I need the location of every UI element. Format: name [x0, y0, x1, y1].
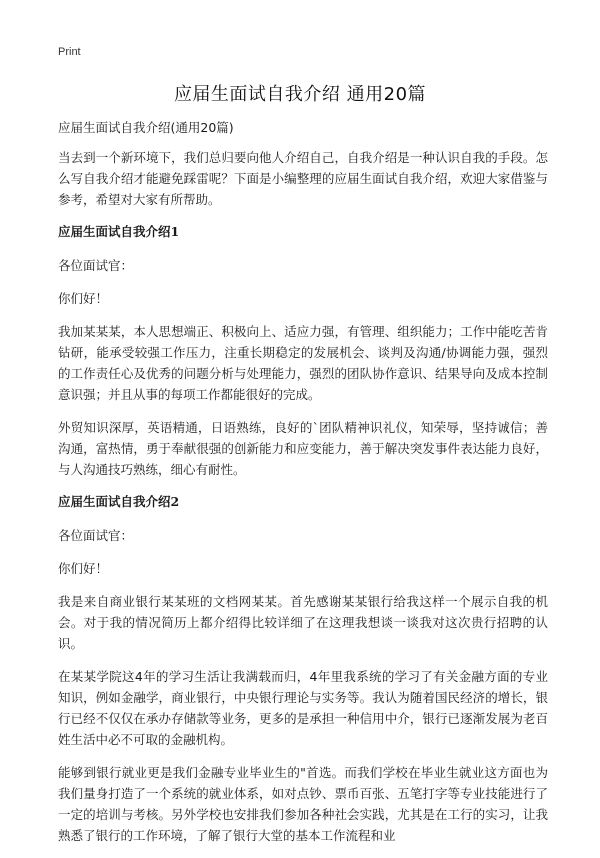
intro-paragraph: 当去到一个新环境下，我们总归要向他人介绍自己，自我介绍是一种认识自我的手段。怎么写自我介绍才能避免踩雷呢？下面是小编整理的应届生面试自我介绍，欢迎大家借鉴与参考，希望对大家有所帮助。 — [58, 150, 548, 207]
section-1-greeting-officers: 各位面试官： — [58, 258, 134, 273]
section-2-paragraph-1: 我是来自商业银行某某班的文档网某某。首先感谢某某银行给我这样一个展示自我的机会。对于我的情况简历上都介绍得比较详细了在这理我想谈一谈我对这次贵行招聘的认识。 — [58, 594, 548, 651]
section-1-paragraph-1: 我加某某某，本人思想端正、积极向上、适应力强，有管理、组织能力；工作中能吃苦肯钻研，能承受较强工作压力，注重长期稳定的发展机会、谈判及沟通/协调能力强，强烈的工作责任心及优秀的问题分析与处理能力，强烈的团队协作意识、结果导向及成本控制意识强；并且从事的每项工作都能很好的完成。 — [58, 324, 548, 402]
section-2-greeting-hello: 你们好！ — [58, 561, 109, 576]
section-2-heading: 应届生面试自我介绍2 — [58, 494, 180, 509]
section-1-greeting-hello: 你们好！ — [58, 291, 109, 306]
document-body — [58, 118, 548, 858]
document-title: 应届生面试自我介绍 通用20篇 — [173, 84, 427, 105]
print-label: Print — [58, 46, 81, 58]
section-1-heading: 应届生面试自我介绍1 — [58, 224, 180, 239]
section-2-paragraph-2: 在某某学院这4年的学习生活让我满载而归，4年里我系统的学习了有关金融方面的专业知识，例如金融学，商业银行，中央银行理论与实务等。我认为随着国民经济的增长，银行已经不仅仅在承办存储款等业务，更多的是承担一种信用中介，银行已逐渐发展为老百姓生活中必不可取的金融机构。 — [58, 669, 548, 747]
section-2-paragraph-3: 能够到银行就业更是我们金融专业毕业生的"首选。而我们学校在毕业生就业这方面也为我们量身打造了一个系统的就业体系，如对点钞、票币百张、五笔打字等专业技能进行了一定的培训与考核。另外学校也安排我们参加各种社会实践，尤其是在工行的实习，让我熟悉了银行的工作环境，了解了银行大堂的基本工作流程和业 — [58, 765, 548, 843]
section-1-paragraph-2: 外贸知识深厚，英语精通，日语熟练，良好的`团队精神识礼仪，知荣辱，坚持诚信；善沟通，富热情，勇于奉献很强的创新能力和应变能力，善于解决突发事件表达能力良好，与人沟通技巧熟练，细心有耐性。 — [58, 420, 548, 477]
document-subtitle: 应届生面试自我介绍(通用20篇) — [58, 120, 234, 135]
section-2-greeting-officers: 各位面试官： — [58, 528, 134, 543]
